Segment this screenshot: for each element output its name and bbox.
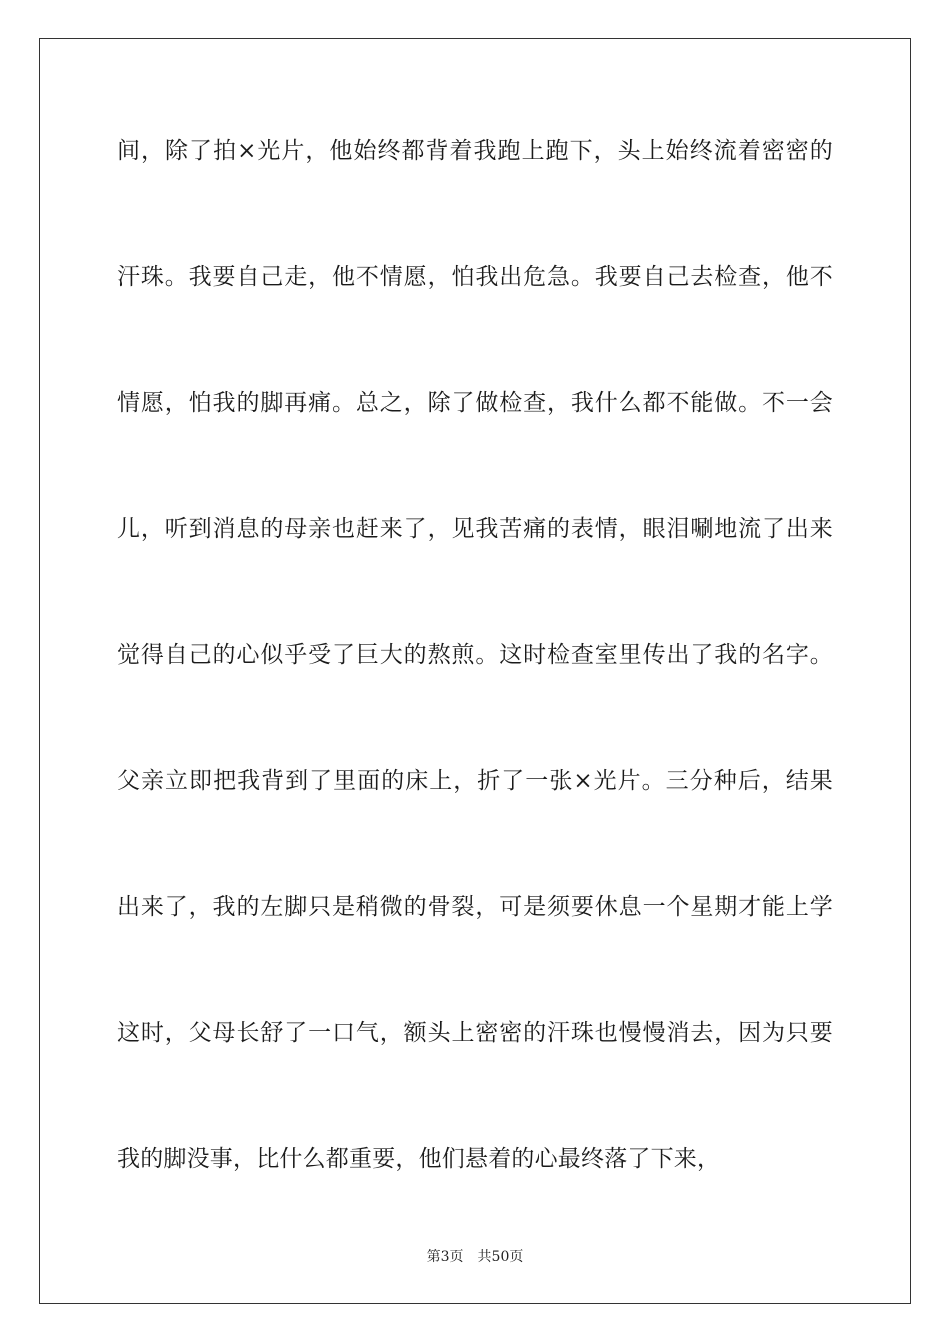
text-line-6: 父亲立即把我背到了里面的床上，折了一张×光片。三分种后，结果 — [117, 768, 833, 794]
text-line-7: 出来了，我的左脚只是稍微的骨裂，可是须要休息一个星期才能上学 — [117, 894, 833, 920]
text-line-8: 这时，父母长舒了一口气，额头上密密的汗珠也慢慢消去，因为只要 — [117, 1020, 833, 1046]
text-line-2: 汗珠。我要自己走，他不情愿，怕我出危急。我要自己去检查，他不 — [117, 264, 833, 290]
text-line-4: 儿，听到消息的母亲也赶来了，见我苦痛的表情，眼泪唰地流了出来 — [117, 516, 833, 542]
page-number: 第3页 — [426, 1249, 464, 1265]
text-line-5: 觉得自己的心似乎受了巨大的熬煎。这时检查室里传出了我的名字。 — [117, 642, 833, 668]
text-line-3: 情愿，怕我的脚再痛。总之，除了做检查，我什么都不能做。不一会 — [117, 390, 833, 416]
page-border — [39, 38, 911, 1304]
page-total: 共50页 — [477, 1249, 524, 1265]
page-footer — [0, 1247, 950, 1267]
text-line-1: 间，除了拍×光片，他始终都背着我跑上跑下，头上始终流着密密的 — [117, 138, 833, 164]
text-line-9: 我的脚没事，比什么都重要，他们悬着的心最终落了下来， — [117, 1146, 721, 1172]
